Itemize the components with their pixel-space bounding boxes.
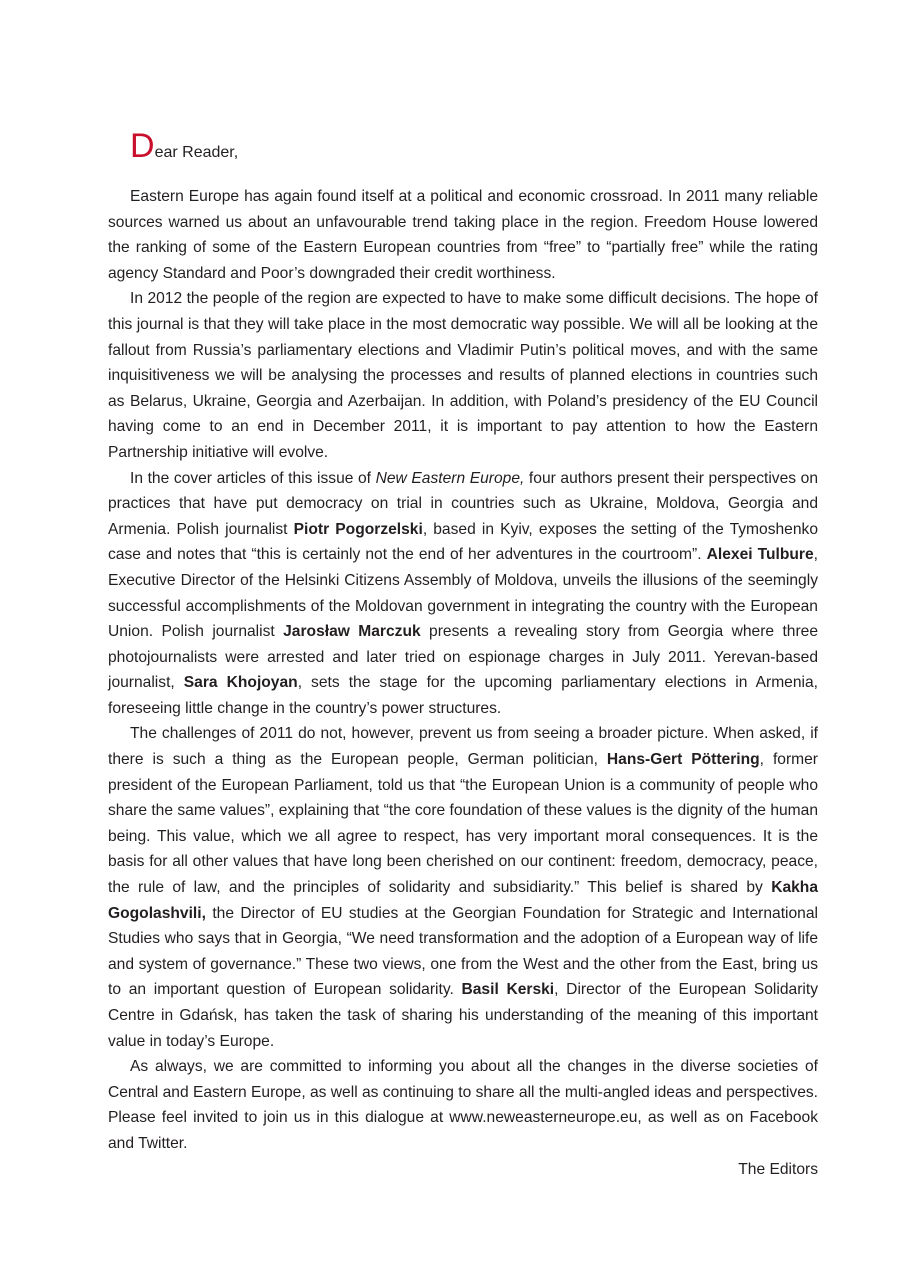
- letter-body: [108, 184, 818, 1182]
- author-name: Basil Kerski: [461, 981, 555, 999]
- salutation-text: ear Reader,: [154, 144, 239, 161]
- author-name: Jarosław Marczuk: [283, 623, 421, 641]
- paragraph-text: Eastern Europe has again found itself at a political and economic crossroad. In 2011 many reliable sources warned us about an unfavourable trend taking place in the region. Freedom House lowered the ranking of some of the Eastern European countries from “free” to “partially free” while the rating agency Standard and Poor’s downgraded their credit worthiness.: [108, 188, 818, 282]
- paragraph-text: four authors present their perspectives on practices that have put democracy on trial in countries such as Ukraine, Moldova, Georgia and Armenia. Polish journalist: [108, 469, 818, 538]
- paragraph-text: The challenges of 2011 do not, however, prevent us from seeing a broader picture. When asked, if there is such a thing as the European people, German politician,: [108, 725, 818, 769]
- paragraph-text: the Director of EU studies at the Georgian Foundation for Strategic and International Studies who says that in Georgia, “We need transformation and the adoption of a European way of life and system of governance.” These two views, one from the West and the other from the East, bring us to an important question of European solidarity.: [108, 904, 818, 999]
- paragraph-text: As always, we are committed to informing you about all the changes in the diverse societies of Central and Eastern Europe, as well as continuing to share all the multi-angled ideas and perspectives. Please feel invited to join us in this dialogue at www.neweasterneurope.eu, as well as on Facebook and Twitter.: [108, 1058, 818, 1152]
- paragraph: [108, 184, 818, 286]
- paragraph: [108, 466, 818, 722]
- paragraph-text: , Director of the European Solidarity Centre in Gdańsk, has taken the task of sharing his understanding of the meaning of this important value in today’s Europe.: [108, 981, 818, 1050]
- paragraph: [108, 286, 818, 465]
- paragraph-text: , Executive Director of the Helsinki Citizens Assembly of Moldova, unveils the illusions of the seemingly successful accomplishments of the Moldovan government in integrating the country with the European Union. Polish journalist: [108, 546, 818, 641]
- signature: The Editors: [738, 1160, 818, 1178]
- salutation-dropcap: D: [130, 127, 155, 165]
- paragraph-text: presents a revealing story from Georgia where three photojournalists were arrested and later tried on espionage charges in July 2011. Yerevan-based journalist,: [108, 623, 818, 692]
- publication-title: New Eastern Europe,: [375, 469, 525, 487]
- author-name: Sara Khojoyan: [183, 674, 298, 692]
- author-name: Piotr Pogorzelski: [293, 520, 423, 538]
- paragraph: [108, 1054, 818, 1156]
- author-name: Hans-Gert Pöttering: [606, 751, 760, 769]
- paragraph-text: , sets the stage for the upcoming parliamentary elections in Armenia, foreseeing little change in the country’s power structures.: [108, 674, 819, 717]
- paragraph-text: In the cover articles of this issue of: [130, 469, 376, 487]
- author-name: Alexei Tulbure: [706, 546, 814, 564]
- paragraph-text: In 2012 the people of the region are expected to have to make some difficult decisions. The hope of this journal is that they will take place in the most democratic way possible. We will all be looking at the fallout from Russia’s parliamentary elections and Vladimir Putin’s political moves, and with the same inquisitiveness we will be analysing the processes and results of planned elections in countries such as Belarus, Ukraine, Georgia and Azerbaijan. In addition, with Poland’s presidency of the EU Council having come to an end in December 2011, it is important to pay attention to how the Eastern Partnership initiative will evolve.: [108, 290, 818, 461]
- salutation: [130, 127, 239, 168]
- author-name: Kakha Gogolashvili,: [108, 879, 818, 922]
- paragraph-text: , based in Kyiv, exposes the setting of the Tymoshenko case and notes that “this is certainly not the end of her adventures in the courtroom”.: [108, 520, 818, 564]
- paragraph: [108, 721, 818, 1054]
- paragraph-text: , former president of the European Parliament, told us that “the European Union is a community of people who share the same values”, explaining that “the core foundation of these values is the dignity of the human being. This value, which we all agree to respect, has very important moral consequences. It is the basis for all other values that have long been cherished on our continent: freedom, democracy, peace, the rule of law, and the principles of solidarity and subsidiarity.” This belief is shared by: [108, 751, 819, 897]
